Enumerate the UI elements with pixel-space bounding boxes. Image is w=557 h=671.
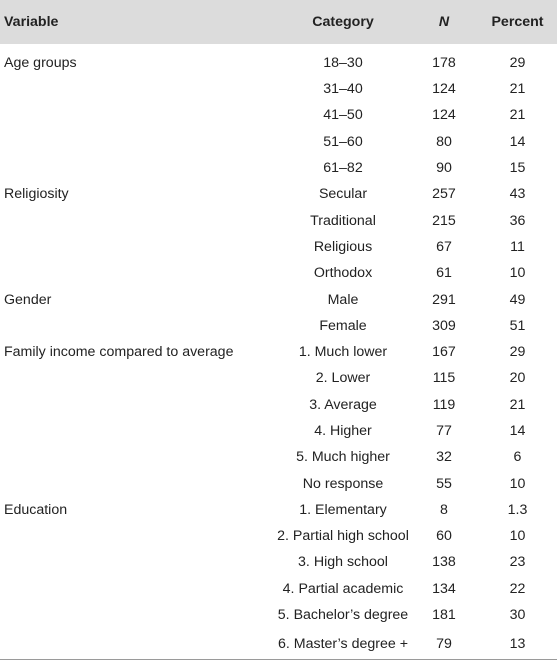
cell-percent: 6 [513,449,522,466]
cell-variable [0,523,276,549]
cell-n: 291 [432,291,456,308]
cell-percent: 21 [509,81,526,98]
cell-category: 3. High school [298,554,388,571]
cell-variable [0,313,276,339]
cell-percent: 36 [509,212,526,229]
cell-percent: 21 [509,396,526,413]
cell-category: No response [302,475,384,492]
table-row [0,286,557,312]
cell-category: 41–50 [323,107,363,124]
cell-n: 61 [436,265,452,282]
cell-category: 2. Partial high school [277,528,409,545]
table-body [0,44,557,660]
cell-variable [0,234,276,260]
cell-variable: Gender [4,291,52,308]
table-row [0,155,557,181]
header-category: Category [312,14,374,30]
cell-percent: 30 [509,607,526,624]
cell-category: 4. Higher [314,423,372,439]
table-row [0,207,557,233]
cell-n: 124 [432,107,456,124]
cell-n: 90 [436,160,452,177]
cell-n: 115 [432,370,456,387]
table-row [0,260,557,286]
cell-percent: 14 [509,423,526,439]
cell-n: 77 [436,423,452,439]
cell-n: 138 [432,554,456,571]
cell-n: 8 [440,501,448,518]
table-row [0,576,557,602]
cell-category: 51–60 [323,133,363,150]
cell-category: 3. Average [309,396,377,413]
cell-n: 67 [436,238,452,255]
cell-variable [0,628,276,660]
cell-n: 309 [432,317,456,334]
cell-n: 134 [432,580,456,597]
cell-n: 55 [436,475,452,492]
cell-percent: 13 [478,628,557,660]
cell-n: 79 [410,628,478,660]
cell-n: 124 [432,81,456,98]
cell-variable [0,76,276,102]
table-row [0,365,557,391]
table-row [0,497,557,523]
table-row [0,470,557,496]
table-row [0,392,557,418]
cell-category: Male [327,291,359,308]
cell-variable [0,549,276,575]
header-n: N [438,14,450,30]
cell-variable [0,418,276,444]
cell-n: 80 [436,133,452,150]
cell-n: 60 [436,528,452,545]
cell-variable [0,260,276,286]
table-row [0,313,557,339]
table-row [0,339,557,365]
cell-percent: 22 [509,580,526,597]
cell-variable [0,470,276,496]
cell-category: Orthodox [313,265,373,282]
cell-variable [0,576,276,602]
table-row [0,44,557,76]
cell-percent: 29 [509,55,526,71]
cell-variable [0,602,276,628]
table-row [0,102,557,128]
cell-category: 2. Lower [315,370,371,387]
cell-percent: 10 [509,528,526,545]
cell-n: 32 [436,449,452,466]
cell-percent: 51 [509,317,526,334]
cell-percent: 23 [509,554,526,571]
cell-variable [0,365,276,391]
header-percent: Percent [491,14,544,30]
cell-n: 119 [432,396,456,413]
cell-percent: 14 [509,133,526,150]
table-row [0,181,557,207]
cell-category: 18–30 [323,55,363,71]
cell-category: 1. Elementary [299,501,387,518]
cell-category: 31–40 [323,81,363,98]
cell-n: 178 [432,55,456,71]
cell-percent: 1.3 [507,501,528,518]
cell-percent: 15 [509,160,526,177]
cell-percent: 49 [509,291,526,308]
cell-variable [0,392,276,418]
cell-variable [0,207,276,233]
cell-variable [0,155,276,181]
table-row [0,418,557,444]
cell-n: 215 [432,212,456,229]
table-row [0,602,557,628]
table-row [0,234,557,260]
cell-category: Traditional [310,212,376,229]
cell-variable [0,129,276,155]
cell-variable: Family income compared to average [4,344,234,361]
table-row [0,628,557,660]
table-row [0,129,557,155]
cell-variable: Age groups [4,55,77,71]
cell-category: Secular [318,186,368,203]
cell-percent: 10 [509,475,526,492]
cell-percent: 20 [509,370,526,387]
header-variable: Variable [4,14,59,30]
cell-n: 257 [432,186,456,203]
cell-category: 5. Much higher [296,449,390,466]
table-header [0,0,557,44]
cell-variable: Education [4,501,68,518]
table-row [0,444,557,470]
cell-percent: 11 [510,238,525,255]
cell-n: 167 [432,344,456,361]
cell-variable [0,102,276,128]
cell-category: 5. Bachelor’s degree [277,607,409,624]
cell-variable [0,444,276,470]
table-row [0,76,557,102]
cell-n: 181 [432,607,456,624]
cell-category: 61–82 [323,160,363,177]
table-row [0,523,557,549]
cell-category: 4. Partial academic [282,580,404,597]
cell-category: Religious [313,238,373,255]
cell-percent: 43 [509,186,526,203]
cell-percent: 21 [509,107,526,124]
cell-category: Female [319,317,367,334]
cell-category: 1. Much lower [298,344,388,361]
header-row [0,0,557,44]
table-row [0,549,557,575]
cell-category: 6. Master’s degree + [276,628,410,660]
cell-percent: 10 [509,265,526,282]
cell-variable: Religiosity [4,186,69,203]
cell-percent: 29 [509,344,526,361]
